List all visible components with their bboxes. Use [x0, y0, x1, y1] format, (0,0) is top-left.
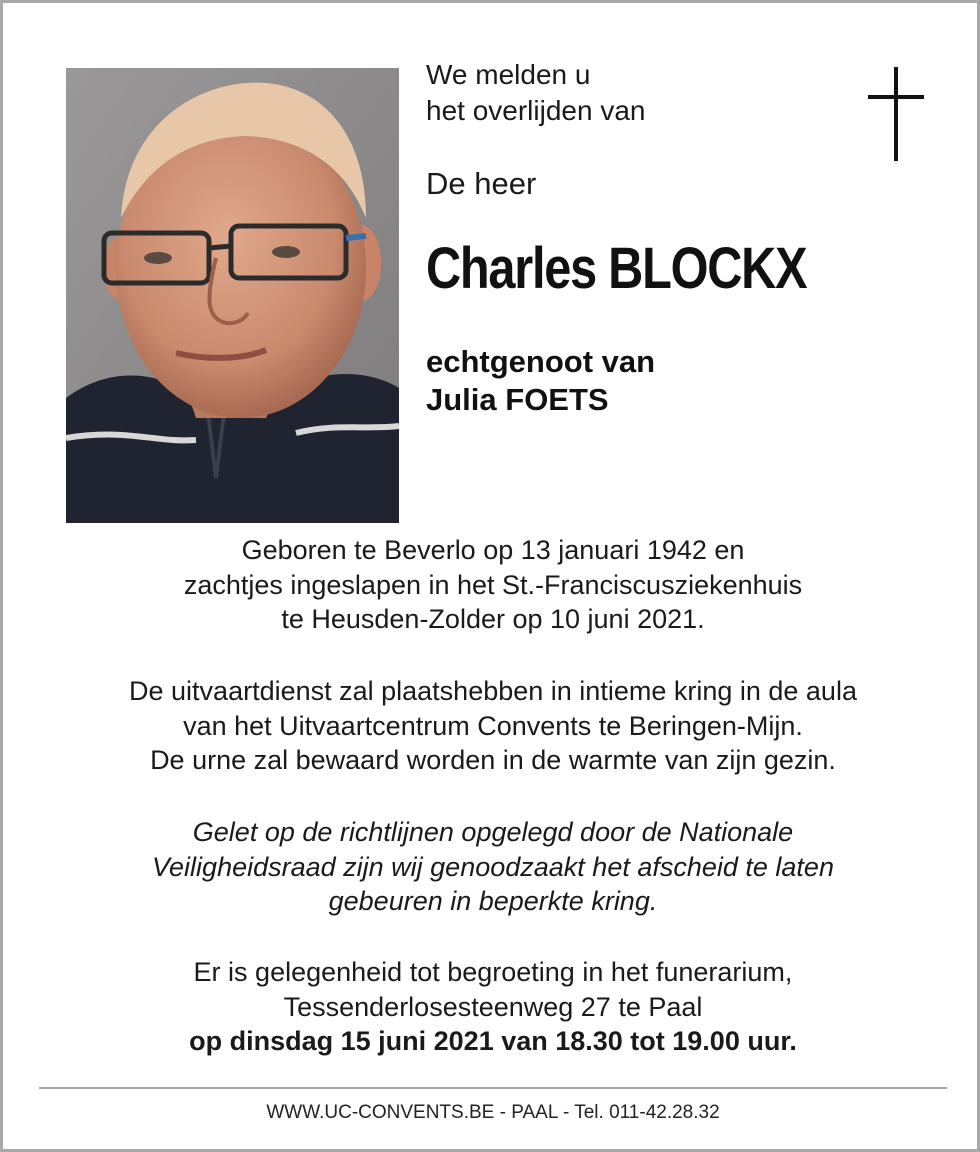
text-line: Gelet op de richtlijnen opgelegd door de Nationale: [192, 817, 794, 847]
footer-divider: [39, 1087, 947, 1089]
birth-death-paragraph: [33, 533, 953, 637]
spouse-info: [426, 343, 655, 419]
text-line: zachtjes ingeslapen in het St.-Franciscusziekenhuis: [183, 569, 803, 600]
intro-text: [426, 57, 645, 129]
visitation-paragraph: [33, 955, 953, 1059]
text-line: Er is gelegenheid tot begroeting in het funerarium,: [193, 957, 793, 987]
text-line: gebeuren in beperkte kring.: [328, 886, 658, 916]
footer-contact: WWW.UC-CONVENTS.BE - PAAL - Tel. 011-42.28.32: [266, 1102, 720, 1123]
visitation-time: op dinsdag 15 juni 2021 van 18.30 tot 19.00 uur.: [189, 1026, 797, 1056]
text-line: Tessenderlosesteenweg 27 te Paal: [283, 991, 703, 1022]
spouse-line-1: echtgenoot van: [426, 344, 656, 379]
salutation: De heer: [426, 166, 537, 201]
notice-paragraph: [33, 815, 953, 919]
spouse-line-2: Julia FOETS: [426, 382, 609, 417]
intro-line-1: We melden u: [426, 59, 591, 90]
text-line: De urne zal bewaard worden in de warmte van zijn gezin.: [150, 745, 836, 775]
text-line: Geboren te Beverlo op 13 januari 1942 en: [241, 535, 745, 565]
text-line: van het Uitvaartcentrum Convents te Beringen-Mijn.: [183, 710, 803, 741]
portrait-photo: [66, 68, 399, 523]
portrait-illustration: [66, 68, 399, 523]
text-line: te Heusden-Zolder op 10 juni 2021.: [281, 604, 705, 634]
intro-line-2: het overlijden van: [426, 95, 646, 126]
text-line: De uitvaartdienst zal plaatshebben in intieme kring in de aula: [129, 676, 857, 706]
deceased-name: Charles BLOCKX: [426, 236, 807, 301]
cross-icon: [868, 67, 924, 161]
funeral-paragraph: [33, 674, 953, 778]
text-line: Veiligheidsraad zijn wij genoodzaakt het afscheid te laten: [152, 851, 834, 882]
